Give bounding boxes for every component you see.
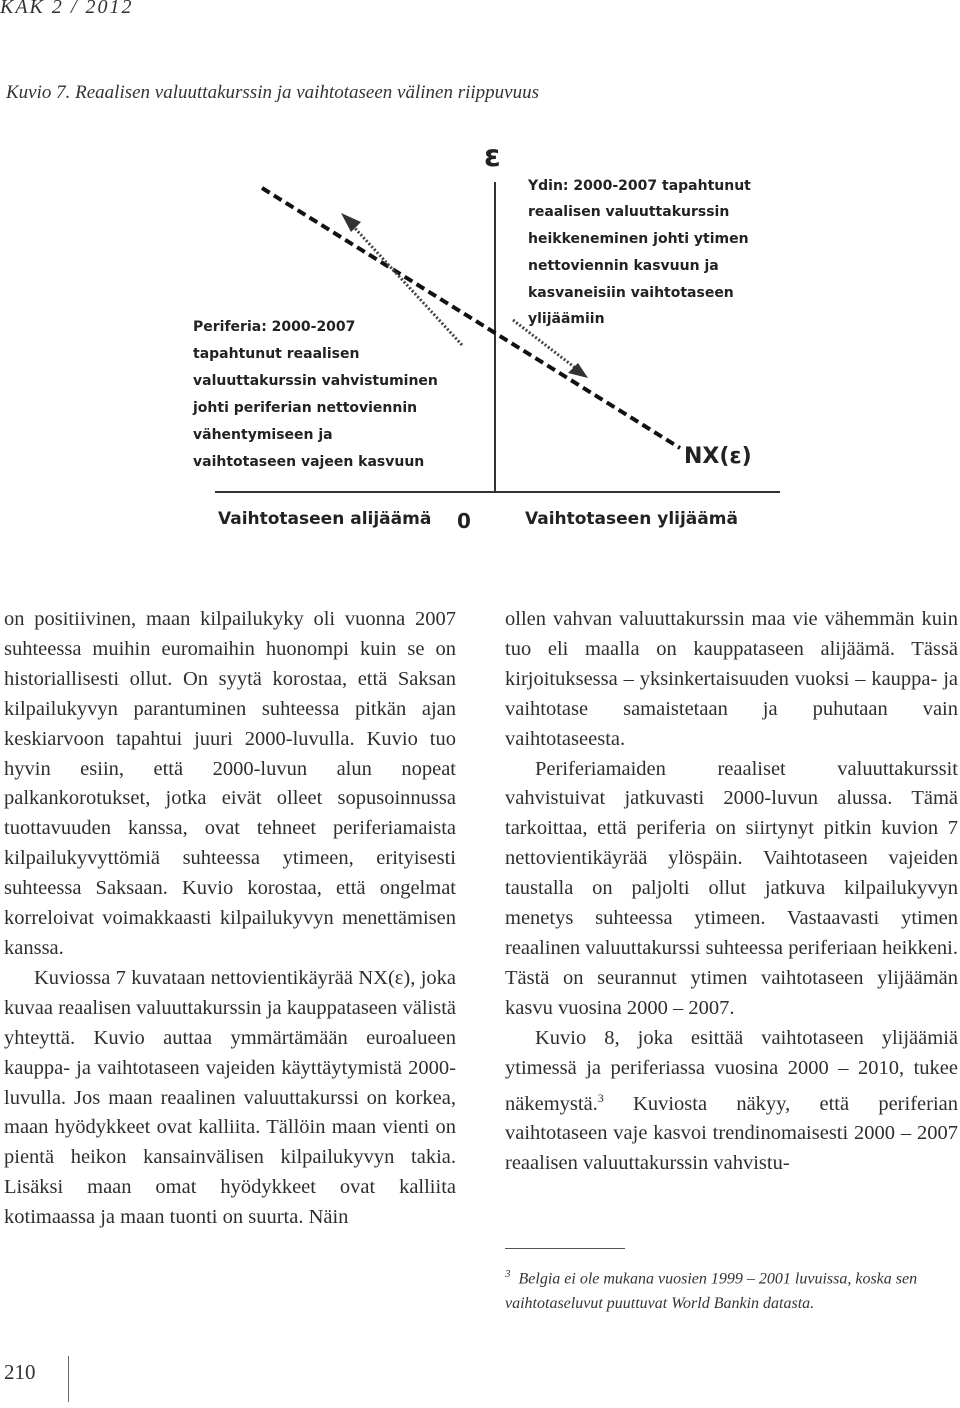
figure-caption: Kuvio 7. Reaalisen valuuttakurssin ja vaihtotaseen välinen riippuvuus — [6, 82, 539, 103]
periphery-arrowhead — [341, 213, 361, 232]
svg-text:vähentymiseen ja: vähentymiseen ja — [193, 427, 333, 443]
svg-text:kasvaneisiin vaihtotaseen: kasvaneisiin vaihtotaseen — [528, 285, 734, 301]
page-number-divider — [68, 1356, 69, 1402]
core-annotation — [527, 178, 751, 327]
svg-text:vaihtotaseen vajeen kasvuun: vaihtotaseen vajeen kasvuun — [193, 454, 425, 470]
footnote-rule — [505, 1248, 625, 1249]
left-column — [4, 605, 456, 1233]
left-paragraph-2: Kuviossa 7 kuvataan nettovientikäyrää NX(ε), joka kuvaa reaalisen valuuttakurssin ja kauppataseen välistä yhteyttä. Kuvio auttaa ymmärtämään euroalueen kauppa- ja vaihtotaseen vajeiden käyttäytymistä 2000-luvulla. Jos maan reaalinen valuuttakurssi on korkea, maan hyödykkeet ovat kalliita. Tällöin maan vienti on pientä heikon kansainvälisen kilpailukyvyn takia. Lisäksi maan omat hyödykkeet ovat kalliita kotimaassa ja maan tuonti on suurta. Näin — [4, 966, 456, 1229]
svg-text:nettoviennin kasvuun ja: nettoviennin kasvuun ja — [528, 258, 719, 274]
svg-text:heikkeneminen johti ytimen: heikkeneminen johti ytimen — [528, 231, 749, 247]
curve-label: NX(ε) — [684, 444, 752, 469]
right-paragraph-3 — [505, 1024, 958, 1179]
right-paragraph-3-start: Kuvio 8, joka esittää vaihtotaseen ylijäämiä ytimessä ja periferiassa vuosina 2000 – 2010, tukee näkemystä. — [505, 1026, 958, 1115]
left-paragraph-1: on positiivinen, maan kilpailukyky oli vuonna 2007 suhteessa muihin euromaihin huonompi kuin se on historiallisesti ollut. On syytä korostaa, että Saksan kilpailukyvyn parantuminen suhteessa pitkän ajan keskiarvoon tapahtui juuri 2000-luvulla. Kuvio tuo hyvin esiin, että 2000-luvun alun nopeat palkankorotukset, jotka eivät olleet sopusoinnussa tuottavuuden kanssa, ovat tehneet periferiamaista kilpailukyvyttömiä suhteessa ytimeen, erityisesti suhteessa Saksaan. Kuvio korostaa, että ongelmat korreloivat voimakkaasti kilpailukyvyn menettämisen kanssa. — [4, 608, 456, 959]
svg-text:tapahtunut reaalisen: tapahtunut reaalisen — [193, 346, 360, 362]
right-paragraph-1: ollen vahvan valuuttakurssin maa vie vähemmän kuin tuo eli maalla on kauppataseen alijäämä. Tässä kirjoituksessa – yksinkertaisuuden vuoksi – kauppa- ja vaihtotase samaistetaan ja puhutaan vain vaihtotaseesta. — [505, 608, 958, 750]
periphery-arrow — [352, 225, 462, 345]
right-paragraph-2: Periferiamaiden reaaliset valuuttakurssit vahvistuivat jatkuvasti 2000-luvun alussa. Tämä tarkoittaa, että periferia on siirtynyt pitkin kuvion 7 nettovientikäyrää ylöspäin. Vaihtotaseen vajeiden taustalla on paljolti ollut jatkuva kilpailukyvyn menetys suhteessa ytimeen. Vastaavasti ytimen reaalinen valuuttakurssi suhteessa periferiaan heikkeni. Tästä on seurannut ytimen vaihtotaseen ylijäämän kasvu vuosina 2000 – 2007. — [505, 757, 958, 1019]
page-number: 210 — [4, 1360, 36, 1384]
svg-text:Ydin: 2000-2007 tapahtunut: Ydin: 2000-2007 tapahtunut — [528, 178, 751, 194]
svg-text:Periferia: 2000-2007: Periferia: 2000-2007 — [193, 319, 356, 335]
running-head: KAK 2 / 2012 — [0, 0, 134, 18]
svg-text:johti periferian nettoviennin: johti periferian nettoviennin — [193, 400, 418, 416]
svg-text:valuuttakurssin vahvistuminen: valuuttakurssin vahvistuminen — [193, 373, 438, 389]
epsilon-label: ε — [484, 139, 501, 174]
periphery-annotation — [192, 319, 438, 470]
net-export-diagram — [0, 0, 960, 560]
footnote — [505, 1262, 960, 1316]
svg-text:reaalisen valuuttakurssin: reaalisen valuuttakurssin — [528, 204, 730, 220]
origin-label: 0 — [457, 509, 471, 533]
core-arrow — [513, 320, 578, 370]
svg-text:ylijäämiin: ylijäämiin — [528, 311, 605, 327]
footnote-text: Belgia ei ole mukana vuosien 1999 – 2001 luvuissa, koska sen vaihtotaseluvut puuttuvat World Bankin datasta. — [505, 1270, 918, 1313]
right-column — [505, 605, 958, 1179]
deficit-label: Vaihtotaseen alijäämä — [218, 509, 432, 529]
footnote-mark: 3 — [505, 1268, 511, 1280]
right-paragraph-3-end: Kuviosta näkyy, että periferian vaihtotaseen vaje kasvoi trendinomaisesti 2000 – 2007 reaalisen valuuttakurssin vahvistu- — [505, 1092, 958, 1175]
surplus-label: Vaihtotaseen ylijäämä — [525, 509, 738, 529]
footnote-reference: 3 — [597, 1090, 604, 1105]
